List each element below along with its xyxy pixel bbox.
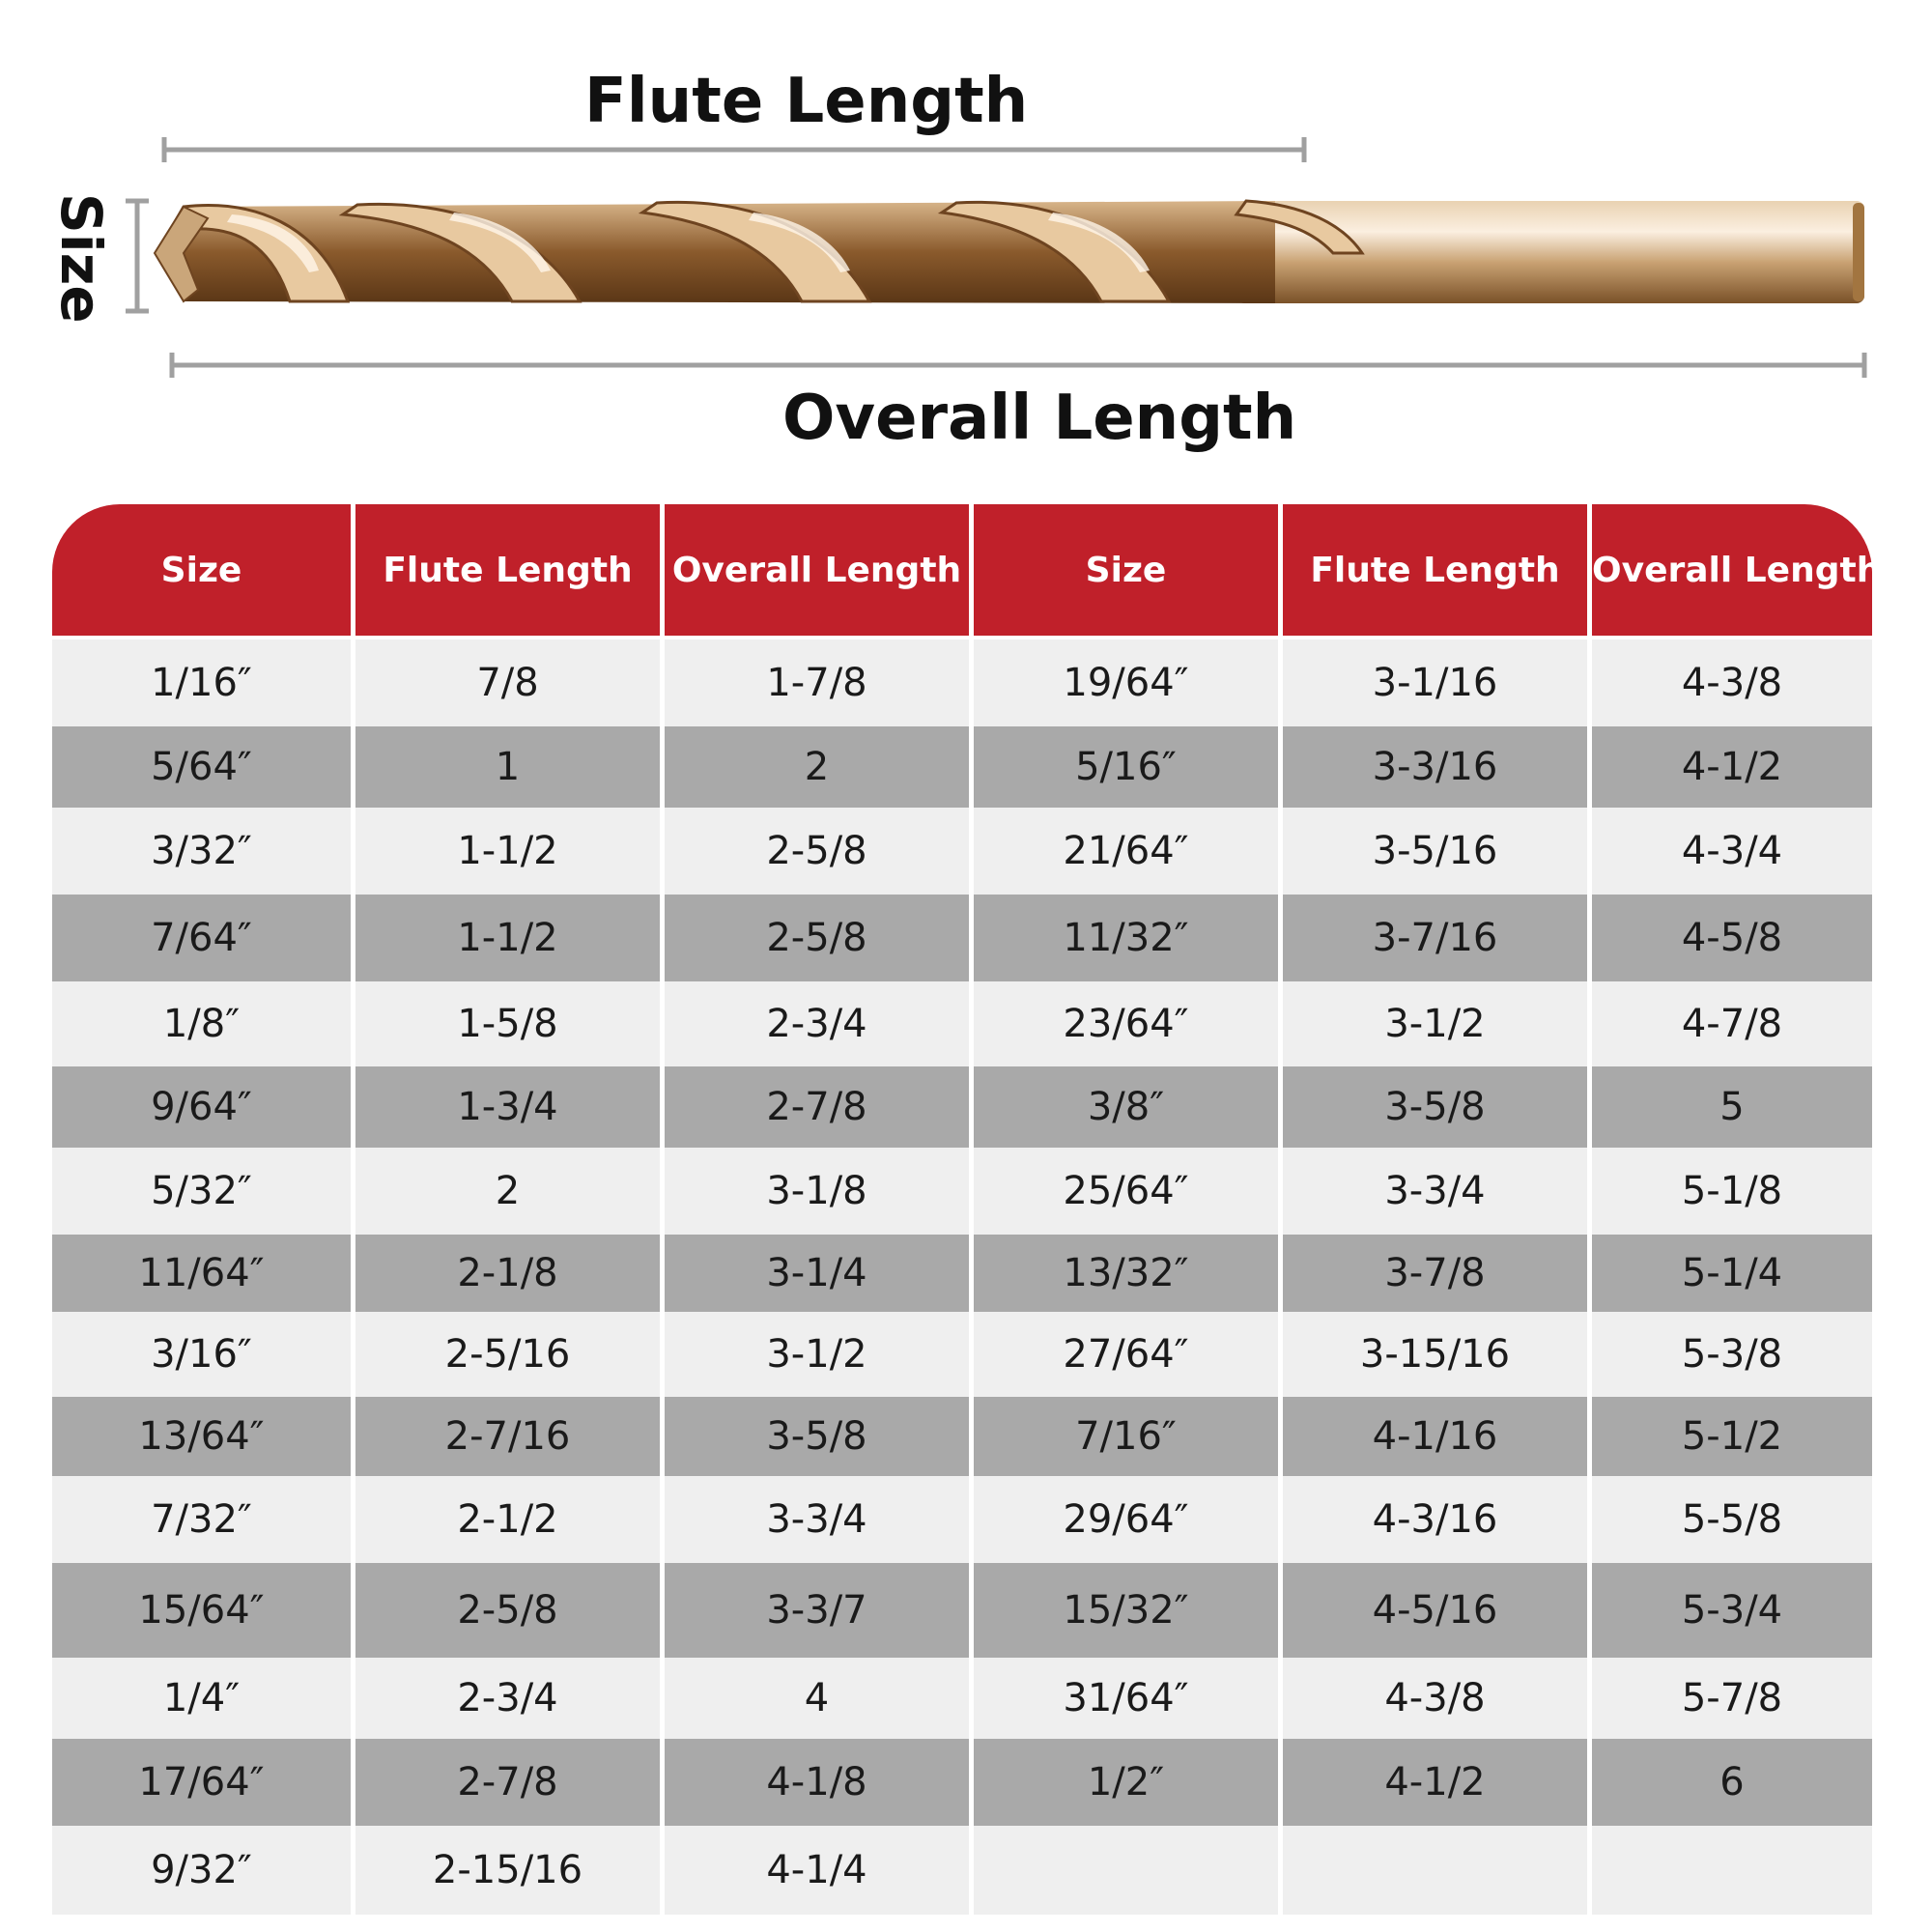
cell-overall-length: 6 — [1592, 1739, 1872, 1826]
cell-flute-length: 4-3/16 — [1283, 1476, 1592, 1563]
cell-size: 7/64″ — [52, 895, 355, 981]
cell-size: 27/64″ — [974, 1312, 1283, 1397]
cell-flute-length: 2-5/8 — [355, 1563, 665, 1658]
table-row — [52, 726, 1872, 808]
cell-flute-length: 3-15/16 — [1283, 1312, 1592, 1397]
cell-flute-length: 4-1/2 — [1283, 1739, 1592, 1826]
cell-overall-length: 5 — [1592, 1066, 1872, 1148]
cell-flute-length: 2-1/2 — [355, 1476, 665, 1563]
cell-flute-length: 2-7/8 — [355, 1739, 665, 1826]
cell-flute-length: 3-3/16 — [1283, 726, 1592, 808]
table-row — [52, 1148, 1872, 1235]
cell-overall-length: 4 — [665, 1658, 974, 1739]
cell-flute-length: 3-7/8 — [1283, 1235, 1592, 1312]
cell-flute-length: 2-1/8 — [355, 1235, 665, 1312]
cell-size: 13/32″ — [974, 1235, 1283, 1312]
cell-overall-length: 2-3/4 — [665, 981, 974, 1066]
cell-overall-length: 5-7/8 — [1592, 1658, 1872, 1739]
cell-flute-length: 1-1/2 — [355, 808, 665, 895]
table-row — [52, 1658, 1872, 1739]
cell-size: 1/16″ — [52, 639, 355, 726]
cell-overall-length: 5-5/8 — [1592, 1476, 1872, 1563]
cell-flute-length: 1-1/2 — [355, 895, 665, 981]
table-header-row — [52, 504, 1872, 639]
cell-overall-length: 4-7/8 — [1592, 981, 1872, 1066]
cell-flute-length: 3-5/8 — [1283, 1066, 1592, 1148]
cell-size: 23/64″ — [974, 981, 1283, 1066]
cell-overall-length: 2-5/8 — [665, 808, 974, 895]
cell-overall-length: 2-7/8 — [665, 1066, 974, 1148]
cell-size: 21/64″ — [974, 808, 1283, 895]
cell-size: 5/32″ — [52, 1148, 355, 1235]
table-row — [52, 1476, 1872, 1563]
cell-flute-length — [1283, 1826, 1592, 1915]
table-row — [52, 895, 1872, 981]
cell-overall-length: 3-1/4 — [665, 1235, 974, 1312]
cell-overall-length: 4-5/8 — [1592, 895, 1872, 981]
cell-overall-length: 4-1/4 — [665, 1826, 974, 1915]
cell-flute-length: 3-1/2 — [1283, 981, 1592, 1066]
cell-flute-length: 1 — [355, 726, 665, 808]
cell-size: 1/4″ — [52, 1658, 355, 1739]
cell-size: 11/64″ — [52, 1235, 355, 1312]
cell-flute-length: 4-5/16 — [1283, 1563, 1592, 1658]
cell-flute-length: 2-3/4 — [355, 1658, 665, 1739]
cell-flute-length: 2-7/16 — [355, 1397, 665, 1476]
cell-size: 17/64″ — [52, 1739, 355, 1826]
cell-overall-length: 5-1/8 — [1592, 1148, 1872, 1235]
table-row — [52, 1066, 1872, 1148]
overall-length-dimension-line — [172, 353, 1864, 378]
cell-flute-length: 1-5/8 — [355, 981, 665, 1066]
cell-flute-length: 2-5/16 — [355, 1312, 665, 1397]
cell-overall-length: 3-5/8 — [665, 1397, 974, 1476]
cell-overall-length: 5-1/4 — [1592, 1235, 1872, 1312]
cell-overall-length — [1592, 1826, 1872, 1915]
cell-flute-length: 2 — [355, 1148, 665, 1235]
cell-flute-length: 2-15/16 — [355, 1826, 665, 1915]
cell-size: 7/16″ — [974, 1397, 1283, 1476]
cell-size: 9/64″ — [52, 1066, 355, 1148]
cell-overall-length: 3-3/7 — [665, 1563, 974, 1658]
cell-flute-length: 4-1/16 — [1283, 1397, 1592, 1476]
cell-overall-length: 3-1/8 — [665, 1148, 974, 1235]
header-flute-length: Flute Length — [355, 504, 665, 639]
header-flute-length: Flute Length — [1283, 504, 1592, 639]
drill-bit — [155, 201, 1864, 303]
cell-overall-length: 3-1/2 — [665, 1312, 974, 1397]
size-dimension-line — [126, 201, 149, 311]
header-overall-length: Overall Length — [1592, 504, 1872, 639]
cell-size: 15/32″ — [974, 1563, 1283, 1658]
header-size: Size — [52, 504, 355, 639]
table-row — [52, 808, 1872, 895]
cell-flute-length: 3-5/16 — [1283, 808, 1592, 895]
cell-size: 25/64″ — [974, 1148, 1283, 1235]
cell-flute-length: 7/8 — [355, 639, 665, 726]
cell-size: 9/32″ — [52, 1826, 355, 1915]
table-row — [52, 1739, 1872, 1826]
cell-flute-length: 1-3/4 — [355, 1066, 665, 1148]
cell-overall-length: 3-3/4 — [665, 1476, 974, 1563]
header-overall-length: Overall Length — [665, 504, 974, 639]
cell-size: 11/32″ — [974, 895, 1283, 981]
cell-size: 3/8″ — [974, 1066, 1283, 1148]
cell-overall-length: 2-5/8 — [665, 895, 974, 981]
cell-size: 5/64″ — [52, 726, 355, 808]
cell-size: 7/32″ — [52, 1476, 355, 1563]
table-row — [52, 1563, 1872, 1658]
flute-length-dimension-line — [164, 137, 1304, 162]
cell-overall-length: 4-1/2 — [1592, 726, 1872, 808]
overall-length-label: Overall Length — [782, 383, 1297, 454]
cell-size: 5/16″ — [974, 726, 1283, 808]
size-label: Size — [48, 193, 114, 324]
table-body — [52, 639, 1872, 1915]
header-size: Size — [974, 504, 1283, 639]
cell-size: 13/64″ — [52, 1397, 355, 1476]
cell-flute-length: 3-1/16 — [1283, 639, 1592, 726]
cell-size: 1/8″ — [52, 981, 355, 1066]
cell-size: 19/64″ — [974, 639, 1283, 726]
cell-overall-length: 4-1/8 — [665, 1739, 974, 1826]
cell-size: 3/32″ — [52, 808, 355, 895]
table-row — [52, 1235, 1872, 1312]
table-row — [52, 1397, 1872, 1476]
cell-flute-length: 4-3/8 — [1283, 1658, 1592, 1739]
table-row — [52, 981, 1872, 1066]
cell-overall-length: 4-3/4 — [1592, 808, 1872, 895]
cell-size — [974, 1826, 1283, 1915]
table-row — [52, 1826, 1872, 1915]
table-row — [52, 1312, 1872, 1397]
cell-size: 3/16″ — [52, 1312, 355, 1397]
cell-overall-length: 4-3/8 — [1592, 639, 1872, 726]
cell-flute-length: 3-3/4 — [1283, 1148, 1592, 1235]
cell-flute-length: 3-7/16 — [1283, 895, 1592, 981]
cell-overall-length: 1-7/8 — [665, 639, 974, 726]
flute-length-label: Flute Length — [584, 66, 1029, 137]
cell-overall-length: 5-3/8 — [1592, 1312, 1872, 1397]
cell-overall-length: 2 — [665, 726, 974, 808]
cell-size: 31/64″ — [974, 1658, 1283, 1739]
table-row — [52, 639, 1872, 726]
cell-size: 1/2″ — [974, 1739, 1283, 1826]
cell-overall-length: 5-1/2 — [1592, 1397, 1872, 1476]
drill-bit-size-table — [52, 504, 1882, 1915]
cell-size: 15/64″ — [52, 1563, 355, 1658]
cell-size: 29/64″ — [974, 1476, 1283, 1563]
cell-overall-length: 5-3/4 — [1592, 1563, 1872, 1658]
